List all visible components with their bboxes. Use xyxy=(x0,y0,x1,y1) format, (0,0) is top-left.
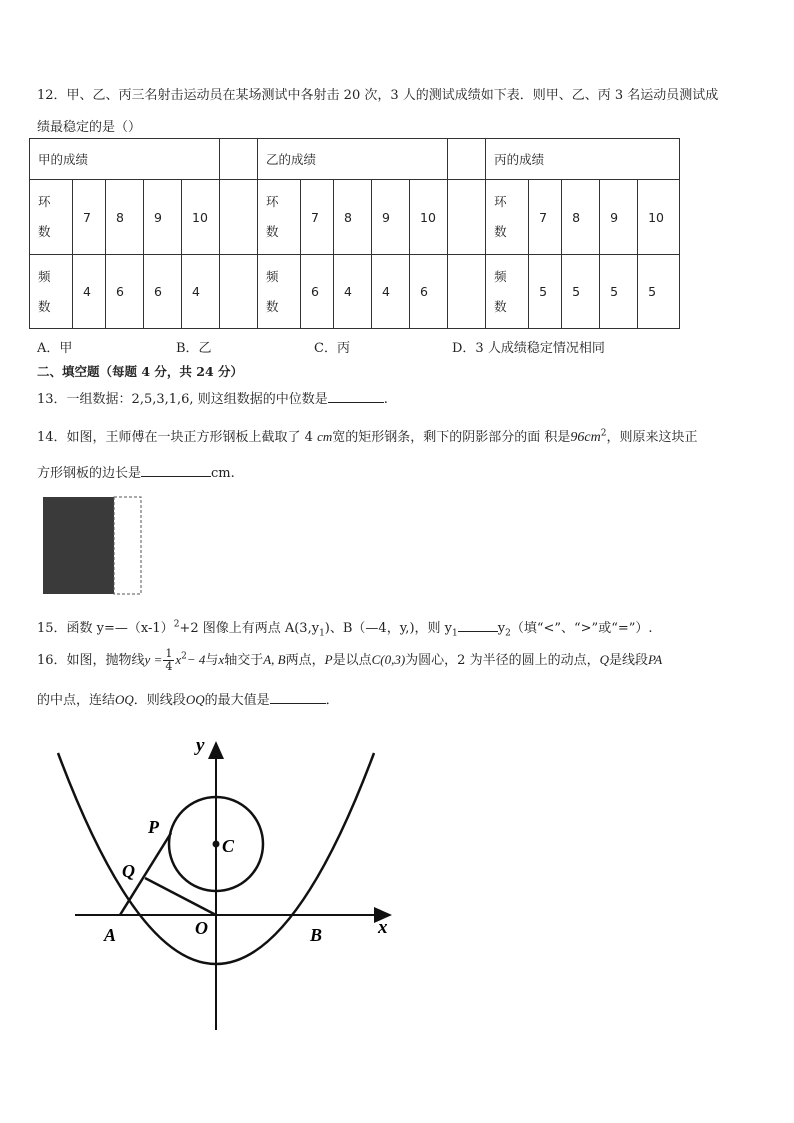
freq-cell: 6 xyxy=(301,255,334,329)
q16-math: P xyxy=(324,652,333,667)
option-b: B．乙 xyxy=(176,341,212,356)
section-heading: 二、填空题（每题 4 分，共 24 分） xyxy=(37,364,244,379)
q15-sub: 1 xyxy=(452,628,458,639)
freq-label: 频 数 xyxy=(258,255,301,329)
group-a-header: 甲的成绩 xyxy=(30,139,220,180)
freq-cell: 5 xyxy=(600,255,638,329)
q16-text: 16．如图，抛物线 xyxy=(37,653,145,668)
table-row-rings xyxy=(30,180,680,255)
ring-cell: 7 xyxy=(301,180,334,255)
q14-unit: cm xyxy=(317,429,333,444)
spacer-cell xyxy=(448,255,486,329)
q16-text: 是线段 xyxy=(608,653,648,668)
q16-line2 xyxy=(37,689,339,708)
q16-text: 与 xyxy=(205,653,219,668)
table-row-freq xyxy=(30,255,680,329)
q16-text: 两点， xyxy=(285,653,325,668)
q16-text: ．则线段 xyxy=(133,693,186,708)
freq-cell: 4 xyxy=(334,255,372,329)
center-point-c xyxy=(213,841,220,848)
freq-cell: 6 xyxy=(410,255,448,329)
q16-math: PA xyxy=(647,652,663,667)
ring-cell: 10 xyxy=(410,180,448,255)
q16-math: Q xyxy=(599,652,609,667)
q16-text: 的最大值是 xyxy=(204,693,270,708)
parabola-figure xyxy=(40,725,410,1035)
ring-cell: 9 xyxy=(144,180,182,255)
q16-math: A, B xyxy=(263,652,286,667)
spacer-cell xyxy=(448,139,486,180)
label-c: C xyxy=(222,836,235,856)
freq-cell: 4 xyxy=(73,255,106,329)
q15-sup: 2 xyxy=(173,619,180,630)
q15 xyxy=(37,617,653,639)
freq-cell: 4 xyxy=(372,255,410,329)
shaded-region xyxy=(43,497,114,594)
q15-text-4: y xyxy=(497,621,506,636)
answer-blank xyxy=(458,619,498,632)
q16-math: OQ xyxy=(115,692,134,707)
q14-text-1: 14．如图，王师傅在一块正方形钢板上截取了 4 xyxy=(37,430,318,445)
label-a: A xyxy=(104,925,117,945)
q14-area: 96cm xyxy=(570,430,601,445)
q16-text: 为圆心，2 为半径的圆上的动点， xyxy=(405,653,600,668)
cut-strip xyxy=(114,497,141,594)
spacer-cell xyxy=(220,180,258,255)
q16-math: C(0,3) xyxy=(371,652,406,667)
freq-label: 频 数 xyxy=(30,255,73,329)
freq-cell: 6 xyxy=(144,255,182,329)
freq-cell: 4 xyxy=(182,255,220,329)
q13-text: 13．一组数据：2,5,3,1,6, 则这组数据的中位数是 xyxy=(37,392,328,407)
score-table xyxy=(29,138,680,329)
q16-math: x xyxy=(218,652,225,667)
ring-cell: 7 xyxy=(529,180,562,255)
q14-text-3: ，则原来这块正 xyxy=(606,430,698,445)
ring-cell: 8 xyxy=(106,180,144,255)
ring-label: 环 数 xyxy=(258,180,301,255)
q14-text-4: 方形钢板的边长是 xyxy=(37,466,142,481)
ring-cell: 10 xyxy=(638,180,680,255)
option-c: C．丙 xyxy=(314,341,350,356)
q15-text-5: （填“<”、“>”或“=”）. xyxy=(510,621,653,636)
ring-cell: 7 xyxy=(73,180,106,255)
freq-cell: 5 xyxy=(638,255,680,329)
q14-line1 xyxy=(37,426,697,446)
answer-blank xyxy=(141,464,211,477)
freq-cell: 5 xyxy=(529,255,562,329)
label-o: O xyxy=(195,918,208,938)
q13 xyxy=(37,388,388,407)
label-x: x xyxy=(378,917,388,938)
q16-math: x xyxy=(175,652,182,667)
ring-label: 环 数 xyxy=(30,180,73,255)
ring-cell: 9 xyxy=(600,180,638,255)
spacer-cell xyxy=(220,255,258,329)
q16-math: OQ xyxy=(185,692,205,707)
q12-line1: 12．甲、乙、丙三名射击运动员在某场测试中各射击 20 次，3 人的测试成绩如下表．则甲、乙、丙 3 名运动员测试成 xyxy=(37,88,719,103)
q15-text-1: 15．函数 y=—（x-1） xyxy=(37,621,174,636)
label-p: P xyxy=(148,817,159,837)
freq-cell: 5 xyxy=(562,255,600,329)
q16-line1 xyxy=(37,648,662,673)
group-b-header: 乙的成绩 xyxy=(258,139,448,180)
q16-text: 是以点 xyxy=(332,653,372,668)
q12-line2: 绩最稳定的是（） xyxy=(37,120,142,135)
q16-fraction: $\frac{1}{4}$ xyxy=(165,647,173,673)
q16-text: 的中点，连结 xyxy=(37,693,116,708)
segment-oq xyxy=(145,878,216,915)
steel-plate-figure xyxy=(40,494,146,600)
label-b: B xyxy=(310,925,323,945)
spacer-cell xyxy=(448,180,486,255)
q13-end: . xyxy=(383,392,388,407)
q14-text-5: cm. xyxy=(211,466,235,481)
label-q: Q xyxy=(122,861,135,881)
ring-cell: 8 xyxy=(334,180,372,255)
group-c-header: 丙的成绩 xyxy=(486,139,680,180)
q14-text-2: 宽的矩形钢条，剩下的阴影部分的面 积是 xyxy=(332,430,571,445)
q16-math: y = xyxy=(144,652,163,667)
ring-cell: 10 xyxy=(182,180,220,255)
answer-blank xyxy=(270,691,326,704)
option-a: A．甲 xyxy=(37,341,73,356)
ring-label: 环 数 xyxy=(486,180,529,255)
q16-sup: 2 xyxy=(181,651,187,662)
label-y: y xyxy=(196,735,205,756)
q15-sub: 1 xyxy=(319,628,325,639)
q15-text-2: +2 图像上有两点 A(3,y xyxy=(179,621,320,636)
q16-text: 轴交于 xyxy=(224,653,264,668)
table-header-row xyxy=(30,139,680,180)
ring-cell: 8 xyxy=(562,180,600,255)
ring-cell: 9 xyxy=(372,180,410,255)
freq-cell: 6 xyxy=(106,255,144,329)
spacer-cell xyxy=(220,139,258,180)
q15-text-3: )、B（—4，y,)，则 y xyxy=(324,621,452,636)
q14-line2 xyxy=(37,462,235,481)
answer-blank xyxy=(328,390,384,403)
q14-area-exp: 2 xyxy=(600,428,607,439)
q16-math: − 4 xyxy=(186,652,206,667)
option-d: D．3 人成绩稳定情况相同 xyxy=(452,341,605,356)
freq-label: 频 数 xyxy=(486,255,529,329)
q15-sub: 2 xyxy=(505,628,511,639)
q16-text: ． xyxy=(325,693,339,708)
